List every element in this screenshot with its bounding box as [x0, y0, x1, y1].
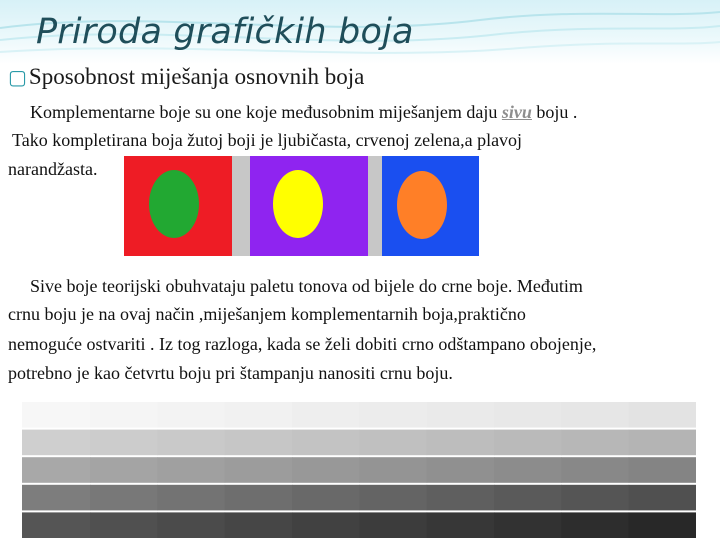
gray-swatch: [427, 430, 495, 456]
gray-swatch: [157, 485, 225, 511]
heading-row: [8, 64, 364, 90]
highlight-word-sivu: sivu: [501, 102, 532, 122]
gray-swatch: [629, 485, 696, 511]
p1-line1-end: boju .: [531, 102, 578, 122]
gray-swatch: [359, 512, 427, 538]
paragraph2-line4: potrebno je kao četvrtu boju pri štampanju nanositi crnu boju.: [8, 363, 453, 383]
gray-swatch: [225, 402, 293, 428]
gray-swatch: [359, 402, 427, 428]
gray-swatch: [90, 512, 158, 538]
gray-swatch: [427, 402, 495, 428]
gray-swatch: [629, 430, 696, 456]
gray-swatch: [629, 512, 696, 538]
gray-swatch: [22, 430, 91, 456]
gray-swatch: [561, 457, 629, 483]
gray-swatch: [494, 485, 562, 511]
slide-title: Priroda grafičkih boja: [36, 12, 414, 52]
gray-swatch: [225, 457, 293, 483]
gray-swatch: [22, 402, 91, 428]
gray-swatch: [629, 402, 696, 428]
gray-swatch: [90, 430, 158, 456]
gray-swatch: [292, 430, 360, 456]
gray-swatch: [157, 457, 225, 483]
gray-swatch: [494, 512, 562, 538]
gray-swatch: [22, 485, 91, 511]
gray-scale-chart: [22, 402, 696, 540]
gray-swatch: [157, 402, 225, 428]
paragraph1-line3: narandžasta.: [8, 159, 98, 179]
gray-swatch: [359, 485, 427, 511]
orange-circle: [397, 171, 447, 239]
paragraph2-line1: Sive boje teorijski obuhvataju paletu tonova od bijele do crne boje. Međutim: [30, 276, 583, 296]
gray-swatch: [292, 402, 360, 428]
gray-swatch: [427, 457, 495, 483]
gray-swatch: [225, 485, 293, 511]
gray-swatch: [427, 485, 495, 511]
complementary-colors-svg: [124, 156, 479, 256]
gray-swatch: [359, 430, 427, 456]
gray-swatch: [629, 457, 696, 483]
gray-swatch: [90, 402, 158, 428]
complementary-colors-image: [124, 156, 479, 256]
p1-line1-text: Komplementarne boje su one koje međusobnim miješanjem daju: [30, 102, 502, 122]
gray-swatch: [157, 512, 225, 538]
gray-swatch: [292, 485, 360, 511]
section-heading: Sposobnost miješanja osnovnih boja: [28, 64, 365, 89]
title-band: [0, 0, 720, 64]
paragraph1-line2: Tako kompletirana boja žutoj boji je ljubičasta, crvenoj zelena,a plavoj: [12, 130, 523, 150]
gray-swatch: [494, 430, 562, 456]
gray-swatch: [22, 512, 91, 538]
paragraph2-line2: crnu boju je na ovaj način ,miješanjem komplementarnih boja,praktično: [8, 304, 526, 324]
gray-swatch: [561, 512, 629, 538]
green-circle: [149, 170, 199, 238]
gray-swatch: [359, 457, 427, 483]
gray-swatch: [225, 512, 293, 538]
gray-swatch: [157, 430, 225, 456]
gray-swatch: [225, 430, 293, 456]
gray-swatch: [292, 512, 360, 538]
gray-swatch: [561, 485, 629, 511]
gray-swatch: [90, 485, 158, 511]
gray-swatch: [292, 457, 360, 483]
paragraph1-line1: [30, 99, 577, 125]
paragraph2-line3: nemoguće ostvariti . Iz tog razloga, kada se želi dobiti crno odštampano obojenje,: [8, 334, 597, 354]
yellow-circle: [273, 170, 323, 238]
box-bullet-icon: ▢: [8, 67, 27, 89]
gray-swatch: [561, 430, 629, 456]
gray-swatch: [22, 457, 91, 483]
gray-swatch: [561, 402, 629, 428]
gray-swatch: [427, 512, 495, 538]
gray-scale-svg: [22, 402, 696, 540]
gray-swatch: [494, 402, 562, 428]
gray-swatch: [494, 457, 562, 483]
gray-swatch: [90, 457, 158, 483]
